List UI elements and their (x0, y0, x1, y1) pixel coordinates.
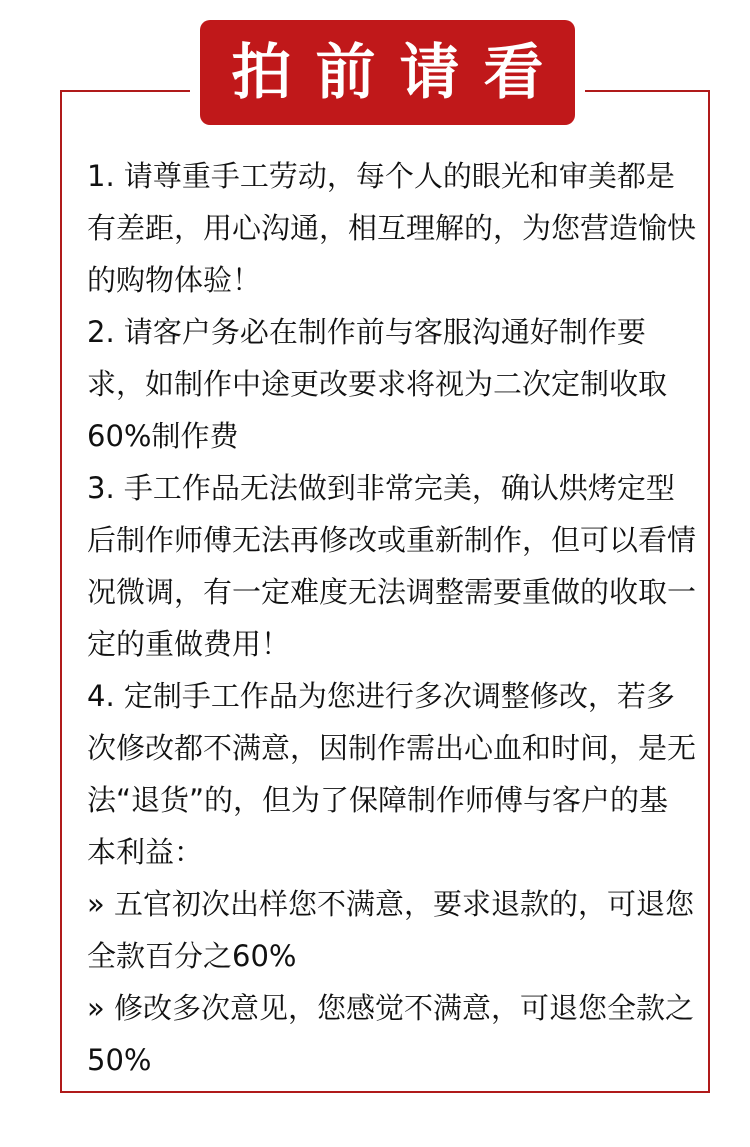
note-1: 1. 请尊重手工劳动，每个人的眼光和审美都是有差距，用心沟通，相互理解的，为您营造愉快的购物体验！ (87, 159, 697, 297)
header-badge (200, 20, 575, 125)
note-2: 2. 请客户务必在制作前与客服沟通好制作要求，如制作中途更改要求将视为二次定制收取60%制作费 (87, 315, 668, 453)
refund-rule-2: » 修改多次意见，您感觉不满意，可退您全款之50% (87, 991, 694, 1077)
notes-content (87, 150, 697, 1086)
page-title: 拍前请看 (231, 37, 568, 108)
refund-rule-1: » 五官初次出样您不满意，要求退款的，可退您全款百分之60% (87, 887, 694, 973)
note-4: 4. 定制手工作品为您进行多次调整修改，若多次修改都不满意，因制作需出心血和时间，是无法“退货”的，但为了保障制作师傅与客户的基本利益： (87, 679, 697, 869)
note-3: 3. 手工作品无法做到非常完美，确认烘烤定型后制作师傅无法再修改或重新制作，但可以看情况微调，有一定难度无法调整需要重做的收取一定的重做费用！ (87, 471, 697, 661)
